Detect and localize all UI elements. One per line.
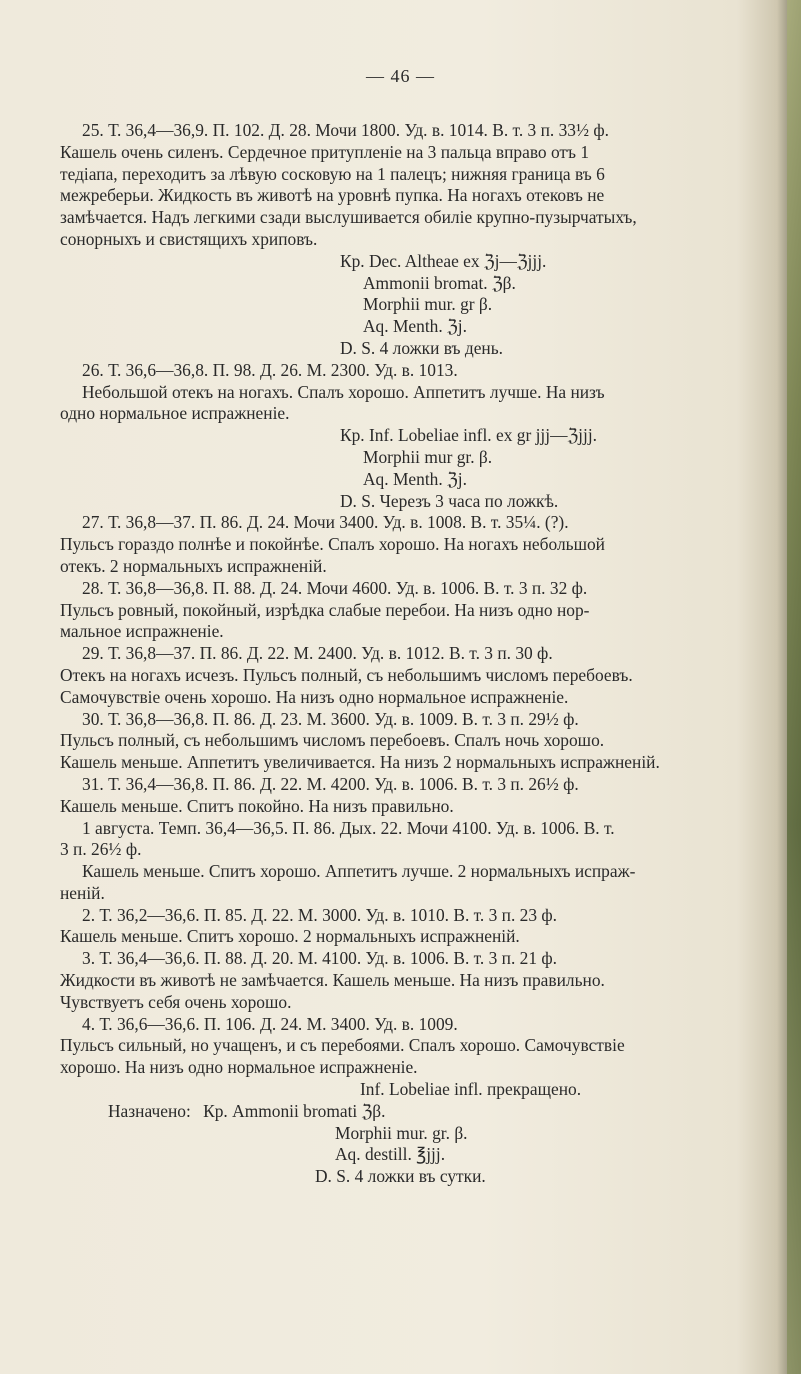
entry-line: 3 п. 26½ ф. xyxy=(60,839,142,860)
entry-27 xyxy=(60,512,780,577)
entry-line: 27. Т. 36,8—37. П. 86. Д. 24. Мочи 3400. Уд. в. 1008. В. т. 35¼. (?). xyxy=(82,512,569,533)
recipe-line: Morphii mur. gr. β. xyxy=(335,1122,468,1143)
entry-line: 29. Т. 36,8—37. П. 86. Д. 22. М. 2400. Уд. в. 1012. В. т. 3 п. 30 ф. xyxy=(82,643,553,664)
entry-line: 31. Т. 36,4—36,8. П. 86. Д. 22. М. 4200. Уд. в. 1006. В. т. 3 п. 26½ ф. xyxy=(82,773,579,794)
entry-line: 1 августа. Темп. 36,4—36,5. П. 86. Дых. 22. Мочи 4100. Уд. в. 1006. В. т. xyxy=(82,817,615,838)
entry-line: хорошо. На низъ одно нормальное испражненіе. xyxy=(60,1057,418,1078)
entry-line: Кашель меньше. Спитъ хорошо. Аппетитъ лучше. 2 нормальныхъ испраж- xyxy=(82,861,636,882)
entry-line: межреберьи. Жидкость въ животѣ на уровнѣ пупка. На ногахъ отековъ не xyxy=(60,185,605,206)
entry-line: 25. Т. 36,4—36,9. П. 102. Д. 28. Мочи 1800. Уд. в. 1014. В. т. 3 п. 33½ ф. xyxy=(82,120,609,140)
entry-line: 26. Т. 36,6—36,8. П. 98. Д. 26. М. 2300. Уд. в. 1013. xyxy=(82,359,458,380)
entry-line: отекъ. 2 нормальныхъ испражненій. xyxy=(60,555,327,576)
entry-line: тедіапа, переходитъ за лѣвую сосковую на 1 палецъ; нижняя граница въ 6 xyxy=(60,163,605,184)
entry-aug-3 xyxy=(60,948,780,1013)
entry-line: 3. Т. 36,4—36,6. П. 88. Д. 20. М. 4100. Уд. в. 1006. В. т. 3 п. 21 ф. xyxy=(82,948,558,969)
prescription-block xyxy=(60,1101,780,1188)
recipe-line: D. S. Черезъ 3 часа по ложкѣ. xyxy=(340,490,559,511)
entry-29 xyxy=(60,643,780,708)
entry-26 xyxy=(60,360,780,513)
recipe-line: Aq. destill. ℥jjj. xyxy=(335,1144,446,1165)
entry-line: Чувствуетъ себя очень хорошо. xyxy=(60,991,292,1012)
recipe-line: Кр. Dec. Altheae ex ℨj—ℨjjj. xyxy=(340,250,547,271)
entry-line: 2. Т. 36,2—36,6. П. 85. Д. 22. М. 3000. Уд. в. 1010. В. т. 3 п. 23 ф. xyxy=(82,904,558,925)
entry-31 xyxy=(60,774,780,818)
entry-line: Пульсъ полный, съ небольшимъ числомъ перебоевъ. Спалъ ночь хорошо. xyxy=(60,730,605,751)
entry-line: Небольшой отекъ на ногахъ. Спалъ хорошо. Аппетитъ лучше. На низъ xyxy=(82,381,605,402)
page-body-text xyxy=(60,120,780,1188)
entry-line: Пульсъ сильный, но учащенъ, и съ перебоями. Спалъ хорошо. Самочувствіе xyxy=(60,1035,625,1056)
entry-30 xyxy=(60,709,780,774)
recipe-line: Inf. Lobeliae infl. прекращено. xyxy=(360,1079,582,1100)
recipe-line: Ammonii bromat. ℨβ. xyxy=(363,272,516,293)
entry-line: Отекъ на ногахъ исчезъ. Пульсъ полный, съ небольшимъ числомъ перебоевъ. xyxy=(60,664,633,685)
recipe-line: Кр. Ammonii bromati ℨβ. xyxy=(203,1100,386,1121)
entry-aug-2 xyxy=(60,905,780,949)
entry-line: сонорныхъ и свистящихъ хриповъ. xyxy=(60,228,318,249)
entry-line: мальное испражненіе. xyxy=(60,621,224,642)
page-number: — 46 — xyxy=(366,66,435,86)
page-edge-shadow xyxy=(787,0,801,1374)
entry-line: одно нормальное испражненіе. xyxy=(60,403,290,424)
entry-line: Пульсъ ровный, покойный, изрѣдка слабые перебои. На низъ одно нор- xyxy=(60,599,590,620)
entry-line: Кашель очень силенъ. Сердечное притупленіе на 3 пальца вправо отъ 1 xyxy=(60,141,590,162)
recipe-line: Кр. Inf. Lobeliae infl. ex gr jjj—ℨjjj. xyxy=(340,425,598,446)
recipe-line: Morphii mur. gr β. xyxy=(363,294,493,315)
prescription-label: Назначено: xyxy=(108,1100,191,1121)
entry-25 xyxy=(60,120,780,360)
entry-aug-4 xyxy=(60,1014,780,1101)
entry-line: Кашель меньше. Аппетитъ увеличивается. На низъ 2 нормальныхъ испражненій. xyxy=(60,752,660,773)
recipe-line: Morphii mur gr. β. xyxy=(363,446,493,467)
entry-line: 4. Т. 36,6—36,6. П. 106. Д. 24. М. 3400. Уд. в. 1009. xyxy=(82,1013,458,1034)
entry-28 xyxy=(60,578,780,643)
entry-line: Кашель меньше. Спитъ покойно. На низъ правильно. xyxy=(60,795,454,816)
entry-aug-1 xyxy=(60,818,780,905)
entry-line: Пульсъ гораздо полнѣе и покойнѣе. Спалъ хорошо. На ногахъ небольшой xyxy=(60,534,605,555)
entry-line: неній. xyxy=(60,882,105,903)
recipe-line: D. S. 4 ложки въ день. xyxy=(340,337,503,358)
recipe-line: Aq. Menth. ℨj. xyxy=(363,316,467,337)
entry-line: 28. Т. 36,8—36,8. П. 88. Д. 24. Мочи 4600. Уд. в. 1006. В. т. 3 п. 32 ф. xyxy=(82,577,588,598)
entry-line: Жидкости въ животѣ не замѣчается. Кашель меньше. На низъ правильно. xyxy=(60,970,605,991)
entry-line: Самочувствіе очень хорошо. На низъ одно нормальное испражненіе. xyxy=(60,686,569,707)
entry-line: 30. Т. 36,8—36,8. П. 86. Д. 23. М. 3600. Уд. в. 1009. В. т. 3 п. 29½ ф. xyxy=(82,708,579,729)
recipe-line: Aq. Menth. ℨj. xyxy=(363,468,467,489)
recipe-line: D. S. 4 ложки въ сутки. xyxy=(315,1166,486,1187)
entry-line: Кашель меньше. Спитъ хорошо. 2 нормальныхъ испражненій. xyxy=(60,926,520,947)
entry-line: замѣчается. Надъ легкими сзади выслушивается обиліе крупно-пузырчатыхъ, xyxy=(60,207,637,228)
prescription-row xyxy=(60,1101,780,1123)
